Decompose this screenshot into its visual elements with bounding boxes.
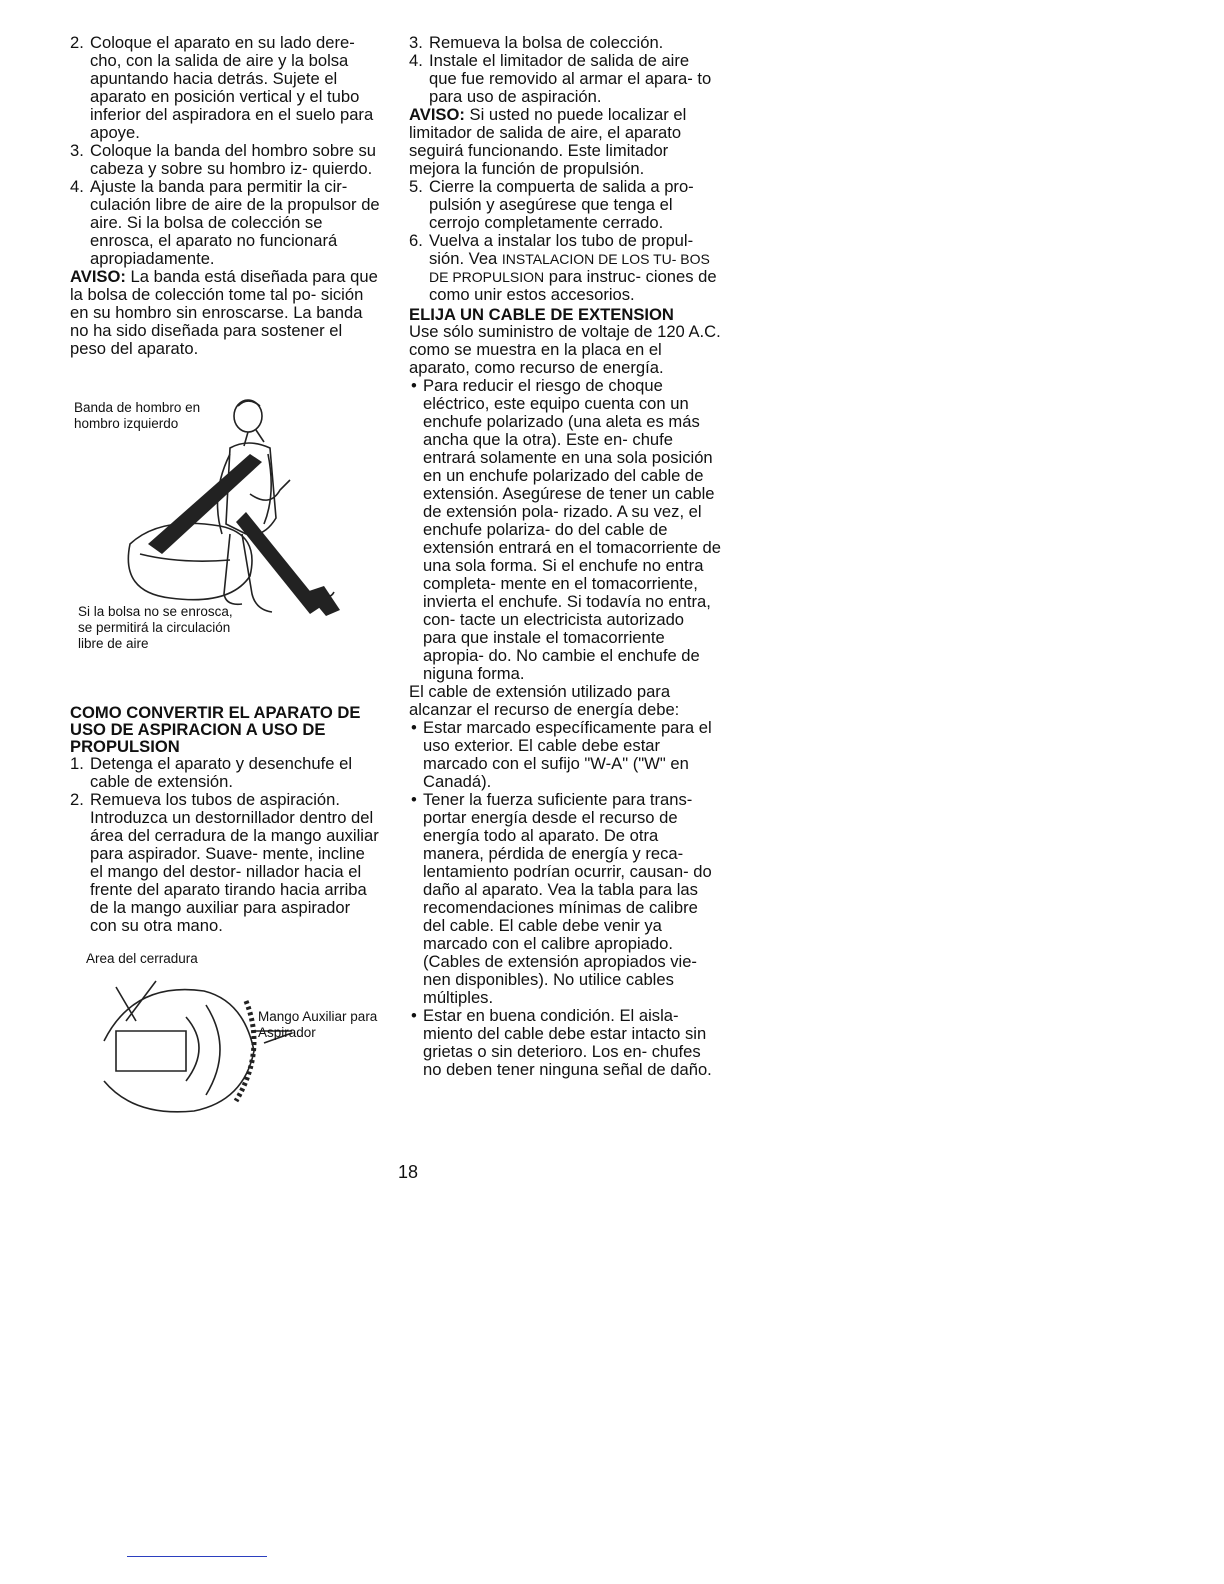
step-text: Remueva los tubos de aspiración. Introduzca un destornillador dentro del área del cerradura de la mango auxiliar para aspirador. Suave- mente, incline el mango del destor- nillador hacia el frente del aparato tirando hacia arriba de la mango auxiliar para aspirador con su otra mano. xyxy=(90,790,379,935)
step-number: 6. xyxy=(409,231,423,250)
cross-reference: INSTALACION DE LOS TU- BOS DE PROPULSION xyxy=(429,251,710,285)
bullet-item xyxy=(409,377,721,683)
step-number: 1. xyxy=(70,754,84,773)
step-item xyxy=(70,142,380,178)
bullet-item xyxy=(409,791,721,1007)
aviso-paragraph xyxy=(70,268,380,358)
step-item xyxy=(409,52,721,106)
page-number: 18 xyxy=(398,1162,419,1182)
step-text: Coloque el aparato en su lado dere- cho, con la salida de aire y la bolsa apuntando hacia detrás. Sujete el aparato en posición vertical y el tubo inferior del aspiradora en el suelo para apoye. xyxy=(90,33,374,142)
latch-area-figure xyxy=(70,951,380,1126)
latch-handle-illustration xyxy=(96,971,296,1121)
bullet-text: Para reducir el riesgo de choque eléctrico, este equipo cuenta con un enchufe polarizado (una aleta es más ancha que la otra). Este en- chufe entrará solamente en una sola posición en un enchufe polarizado del cable de extensión. Asegúrese de tener un cable de extensión pola- rizado. A su vez, el enchufe polariza- do del cable de extensión entrará en el tomacorriente de una sola forma. Si el enchufe no entra completa- mente en el tomacorriente, invierta el enchufe. Si todavía no entra, con- tacte un electricista autorizado para que instale el tomacorriente apropia- do. No cambie el enchufe de niguna forma. xyxy=(423,376,721,683)
step-item xyxy=(409,178,721,232)
left-column xyxy=(70,34,380,1126)
bullet-marker: • xyxy=(411,1006,417,1025)
step-number: 3. xyxy=(409,33,423,52)
bullet-text: Tener la fuerza suficiente para trans- portar energía desde el recurso de energía todo al aparato. De otra manera, pérdida de energía y reca- lentamiento podrían ocurrir, causan- do daño al aparato. Vea la tabla para las recomendaciones mínimas de calibre del cable. El cable debe venir ya marcado con el calibre apropiado. (Cables de extensión apropiados vie- nen disponibles). No utilice cables múltiples. xyxy=(423,790,712,1007)
step-item xyxy=(70,178,380,268)
step-number: 4. xyxy=(70,177,84,196)
step-item xyxy=(70,755,380,791)
step-text: Instale el limitador de salida de aire que fue removido al armar el apara- to para uso de aspiración. xyxy=(429,51,712,106)
figure-label-bag: Si la bolsa no se enrosca, se permitirá la circulación libre de aire xyxy=(78,604,233,651)
cable-intro-paragraph: Use sólo suministro de voltaje de 120 A.C. como se muestra en la placa en el aparato, como recurso de energía. xyxy=(409,322,721,377)
step-item xyxy=(70,791,380,935)
bullet-marker: • xyxy=(411,376,417,395)
bullet-item xyxy=(409,1007,721,1079)
aviso-text: La banda está diseñada para que la bolsa de colección tome tal po- sición en su hombro sin enroscarse. La banda no ha sido diseñada para sostener el peso del aparato. xyxy=(70,267,378,358)
shoulder-strap-figure xyxy=(70,372,380,662)
section-heading-convert: COMO CONVERTIR EL APARATO DE USO DE ASPIRACION A USO DE PROPULSION xyxy=(70,703,361,756)
step-text: Cierre la compuerta de salida a pro- pulsión y asegúrese que tenga el cerrojo completamente cerrado. xyxy=(429,177,694,232)
aviso-text: Si usted no puede localizar el limitador de salida de aire, el aparato seguirá funcionando. Este limitador mejora la función de propulsión. xyxy=(409,105,687,178)
step-number: 5. xyxy=(409,177,423,196)
step-number: 3. xyxy=(70,141,84,160)
step-text-part: Vuelva a instalar los tubo de propul- sión. Vea xyxy=(429,231,694,268)
bullet-text: Estar en buena condición. El aisla- miento del cable debe estar intacto sin grietas o sin deterioro. Los en- chufes no deben tener ninguna señal de daño. xyxy=(423,1006,712,1079)
figure-label-handle: Mango Auxiliar para Aspirador xyxy=(258,1009,378,1040)
footer-divider xyxy=(127,1556,267,1557)
step-item xyxy=(409,232,721,304)
cable-requirements-intro: El cable de extensión utilizado para alcanzar el recurso de energía debe: xyxy=(409,682,680,719)
step-text: Ajuste la banda para permitir la cir- culación libre de aire de la propulsor de aire. Si la bolsa de colección se enrosca, el aparato no funcionará apropiadamente. xyxy=(90,177,380,268)
step-item xyxy=(409,34,721,52)
figure-label-latch: Area del cerradura xyxy=(86,951,198,966)
section-heading-cable: ELIJA UN CABLE DE EXTENSION xyxy=(409,305,674,324)
bullet-marker: • xyxy=(411,718,417,737)
aviso-label: AVISO: xyxy=(70,267,126,286)
bullet-text: Estar marcado específicamente para el uso exterior. El cable debe estar marcado con el sufijo "W-A" ("W" en Canadá). xyxy=(423,718,712,791)
right-column xyxy=(409,34,721,1079)
bullet-item xyxy=(409,719,721,791)
step-text: Detenga el aparato y desenchufe el cable de extensión. xyxy=(90,754,352,791)
bullet-marker: • xyxy=(411,790,417,809)
step-number: 4. xyxy=(409,51,423,70)
figure-label-strap: Banda de hombro en hombro izquierdo xyxy=(74,400,201,431)
step-text xyxy=(429,231,717,304)
step-text: Remueva la bolsa de colección. xyxy=(429,33,664,52)
step-text: Coloque la banda del hombro sobre su cabeza y sobre su hombro iz- quierdo. xyxy=(90,141,376,178)
step-item xyxy=(70,34,380,142)
step-text-part: para instruc- ciones de como unir estos accesorios. xyxy=(429,267,717,304)
aviso-label: AVISO: xyxy=(409,105,465,124)
aviso-paragraph xyxy=(409,106,721,178)
step-number: 2. xyxy=(70,790,84,809)
step-number: 2. xyxy=(70,33,84,52)
